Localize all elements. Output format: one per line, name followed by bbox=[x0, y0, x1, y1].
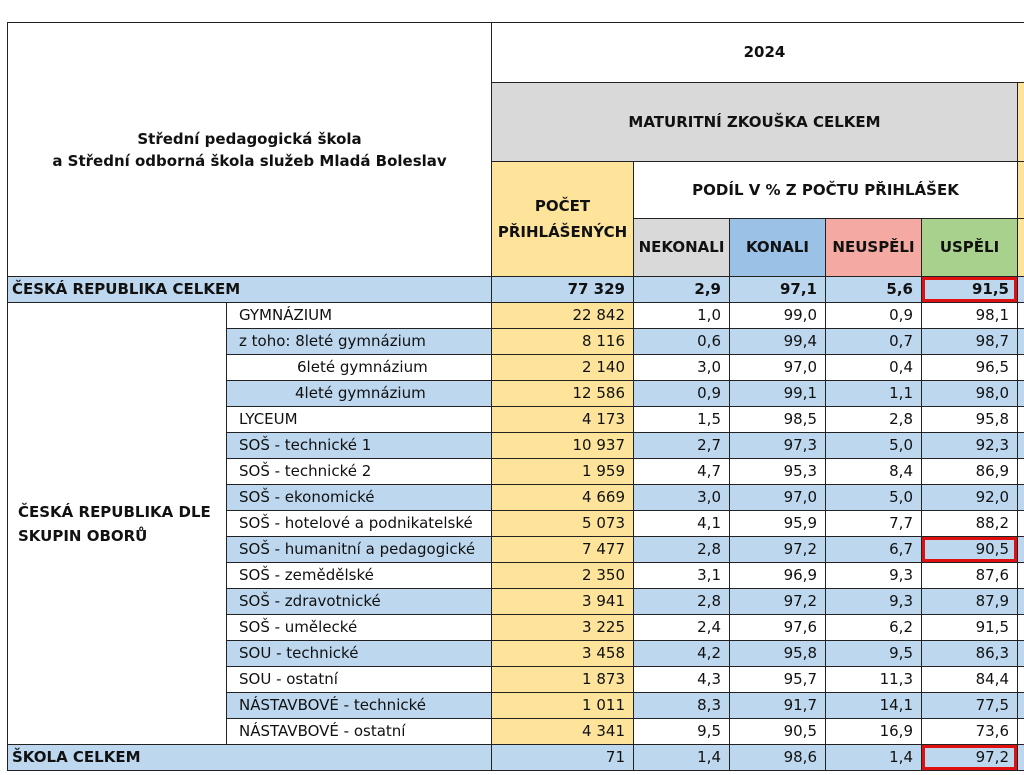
row-neuspeli: 6,2 bbox=[826, 615, 922, 641]
col-uspeli: USPĚLI bbox=[922, 219, 1018, 277]
row-konali: 97,0 bbox=[730, 485, 826, 511]
results-sheet bbox=[7, 22, 1024, 775]
row-count: 12 586 bbox=[492, 381, 634, 407]
edge-cell bbox=[1018, 329, 1024, 355]
row-nekonali: 4,7 bbox=[634, 459, 730, 485]
row-uspeli: 98,0 bbox=[922, 381, 1018, 407]
row-count: 3 458 bbox=[492, 641, 634, 667]
row-nekonali: 0,6 bbox=[634, 329, 730, 355]
national-total-row bbox=[8, 277, 1024, 303]
row-count: 8 116 bbox=[492, 329, 634, 355]
row-neuspeli: 5,0 bbox=[826, 433, 922, 459]
school-title bbox=[8, 23, 492, 277]
row-nekonali: 1,5 bbox=[634, 407, 730, 433]
row-count: 4 341 bbox=[492, 719, 634, 745]
row-nekonali: 3,1 bbox=[634, 563, 730, 589]
row-nekonali: 2,7 bbox=[634, 433, 730, 459]
national-total-count: 77 329 bbox=[492, 277, 634, 303]
row-neuspeli: 0,9 bbox=[826, 303, 922, 329]
row-konali: 98,5 bbox=[730, 407, 826, 433]
edge-cell bbox=[1018, 589, 1024, 615]
row-nekonali: 0,9 bbox=[634, 381, 730, 407]
row-uspeli: 91,5 bbox=[922, 615, 1018, 641]
row-neuspeli: 0,7 bbox=[826, 329, 922, 355]
national-total-nekonali: 2,9 bbox=[634, 277, 730, 303]
group-label: ČESKÁ REPUBLIKA DLE SKUPIN OBORŮ bbox=[8, 303, 227, 745]
row-uspeli: 87,6 bbox=[922, 563, 1018, 589]
edge-cell bbox=[1018, 615, 1024, 641]
row-uspeli: 87,9 bbox=[922, 589, 1018, 615]
row-label: NÁSTAVBOVÉ - ostatní bbox=[227, 719, 492, 745]
school-total-uspeli: 97,2 bbox=[922, 745, 1018, 771]
edge-cell bbox=[1018, 162, 1024, 219]
row-count: 1 959 bbox=[492, 459, 634, 485]
edge-cell bbox=[1018, 641, 1024, 667]
row-label: SOŠ - technické 1 bbox=[227, 433, 492, 459]
row-count: 5 073 bbox=[492, 511, 634, 537]
row-count: 3 941 bbox=[492, 589, 634, 615]
row-uspeli: 86,9 bbox=[922, 459, 1018, 485]
row-label: z toho: 8leté gymnázium bbox=[227, 329, 492, 355]
row-konali: 95,8 bbox=[730, 641, 826, 667]
row-label: SOŠ - ekonomické bbox=[227, 485, 492, 511]
edge-cell bbox=[1018, 277, 1024, 303]
row-uspeli: 90,5 bbox=[922, 537, 1018, 563]
school-total-nekonali: 1,4 bbox=[634, 745, 730, 771]
school-total-row bbox=[8, 745, 1024, 771]
row-neuspeli: 1,1 bbox=[826, 381, 922, 407]
row-neuspeli: 2,8 bbox=[826, 407, 922, 433]
row-neuspeli: 9,3 bbox=[826, 589, 922, 615]
school-name-line2: a Střední odborná škola služeb Mladá Boleslav bbox=[52, 151, 447, 170]
row-uspeli: 86,3 bbox=[922, 641, 1018, 667]
row-count: 2 350 bbox=[492, 563, 634, 589]
row-nekonali: 4,1 bbox=[634, 511, 730, 537]
edge-cell bbox=[1018, 459, 1024, 485]
bottom-spacer bbox=[8, 771, 1024, 775]
row-konali: 97,2 bbox=[730, 537, 826, 563]
row-uspeli: 84,4 bbox=[922, 667, 1018, 693]
school-name-line1: Střední pedagogická škola bbox=[137, 129, 362, 148]
row-konali: 96,9 bbox=[730, 563, 826, 589]
row-konali: 97,2 bbox=[730, 589, 826, 615]
table-row bbox=[8, 303, 1024, 329]
row-count: 7 477 bbox=[492, 537, 634, 563]
row-konali: 97,6 bbox=[730, 615, 826, 641]
count-header bbox=[492, 162, 634, 277]
row-uspeli: 96,5 bbox=[922, 355, 1018, 381]
row-neuspeli: 9,3 bbox=[826, 563, 922, 589]
row-label: SOŠ - zdravotnické bbox=[227, 589, 492, 615]
row-count: 1 873 bbox=[492, 667, 634, 693]
row-neuspeli: 7,7 bbox=[826, 511, 922, 537]
row-konali: 95,9 bbox=[730, 511, 826, 537]
row-konali: 95,7 bbox=[730, 667, 826, 693]
row-label: SOŠ - humanitní a pedagogické bbox=[227, 537, 492, 563]
row-neuspeli: 8,4 bbox=[826, 459, 922, 485]
row-count: 4 173 bbox=[492, 407, 634, 433]
row-konali: 99,0 bbox=[730, 303, 826, 329]
row-label: SOŠ - umělecké bbox=[227, 615, 492, 641]
exam-results-table bbox=[7, 22, 1024, 775]
row-neuspeli: 9,5 bbox=[826, 641, 922, 667]
row-nekonali: 2,8 bbox=[634, 589, 730, 615]
row-nekonali: 3,0 bbox=[634, 355, 730, 381]
row-label: SOU - technické bbox=[227, 641, 492, 667]
year-header: 2024 bbox=[492, 23, 1024, 83]
row-label: 4leté gymnázium bbox=[227, 381, 492, 407]
row-konali: 99,1 bbox=[730, 381, 826, 407]
row-label: GYMNÁZIUM bbox=[227, 303, 492, 329]
row-label: 6leté gymnázium bbox=[227, 355, 492, 381]
national-total-uspeli: 91,5 bbox=[922, 277, 1018, 303]
row-count: 1 011 bbox=[492, 693, 634, 719]
edge-cell bbox=[1018, 667, 1024, 693]
row-count: 2 140 bbox=[492, 355, 634, 381]
row-nekonali: 2,4 bbox=[634, 615, 730, 641]
edge-cell bbox=[1018, 303, 1024, 329]
row-count: 10 937 bbox=[492, 433, 634, 459]
row-neuspeli: 6,7 bbox=[826, 537, 922, 563]
row-nekonali: 4,2 bbox=[634, 641, 730, 667]
edge-cell bbox=[1018, 433, 1024, 459]
row-konali: 90,5 bbox=[730, 719, 826, 745]
row-uspeli: 92,0 bbox=[922, 485, 1018, 511]
row-neuspeli: 16,9 bbox=[826, 719, 922, 745]
edge-cell bbox=[1018, 381, 1024, 407]
row-nekonali: 1,0 bbox=[634, 303, 730, 329]
count-header-line2: PŘIHLÁŠENÝCH bbox=[497, 223, 628, 241]
row-neuspeli: 5,0 bbox=[826, 485, 922, 511]
edge-cell bbox=[1018, 83, 1024, 162]
national-total-konali: 97,1 bbox=[730, 277, 826, 303]
row-uspeli: 92,3 bbox=[922, 433, 1018, 459]
row-nekonali: 9,5 bbox=[634, 719, 730, 745]
school-total-neuspeli: 1,4 bbox=[826, 745, 922, 771]
school-total-konali: 98,6 bbox=[730, 745, 826, 771]
row-nekonali: 2,8 bbox=[634, 537, 730, 563]
row-label: LYCEUM bbox=[227, 407, 492, 433]
row-uspeli: 77,5 bbox=[922, 693, 1018, 719]
edge-cell bbox=[1018, 511, 1024, 537]
row-konali: 91,7 bbox=[730, 693, 826, 719]
col-neuspeli: NEUSPĚLI bbox=[826, 219, 922, 277]
row-count: 4 669 bbox=[492, 485, 634, 511]
edge-cell bbox=[1018, 485, 1024, 511]
row-uspeli: 73,6 bbox=[922, 719, 1018, 745]
row-count: 22 842 bbox=[492, 303, 634, 329]
row-konali: 97,3 bbox=[730, 433, 826, 459]
row-neuspeli: 0,4 bbox=[826, 355, 922, 381]
edge-cell bbox=[1018, 563, 1024, 589]
edge-cell bbox=[1018, 719, 1024, 745]
edge-cell bbox=[1018, 745, 1024, 771]
share-header: PODÍL V % Z POČTU PŘIHLÁŠEK bbox=[634, 162, 1018, 219]
row-neuspeli: 14,1 bbox=[826, 693, 922, 719]
edge-cell bbox=[1018, 355, 1024, 381]
row-label: NÁSTAVBOVÉ - technické bbox=[227, 693, 492, 719]
school-total-label: ŠKOLA CELKEM bbox=[8, 745, 492, 771]
row-uspeli: 88,2 bbox=[922, 511, 1018, 537]
row-nekonali: 8,3 bbox=[634, 693, 730, 719]
edge-cell bbox=[1018, 537, 1024, 563]
national-total-label: ČESKÁ REPUBLIKA CELKEM bbox=[8, 277, 492, 303]
row-label: SOU - ostatní bbox=[227, 667, 492, 693]
row-konali: 99,4 bbox=[730, 329, 826, 355]
row-uspeli: 95,8 bbox=[922, 407, 1018, 433]
row-label: SOŠ - technické 2 bbox=[227, 459, 492, 485]
exam-title: MATURITNÍ ZKOUŠKA CELKEM bbox=[492, 83, 1018, 162]
row-konali: 97,0 bbox=[730, 355, 826, 381]
school-total-count: 71 bbox=[492, 745, 634, 771]
row-konali: 95,3 bbox=[730, 459, 826, 485]
row-label: SOŠ - zemědělské bbox=[227, 563, 492, 589]
edge-cell bbox=[1018, 407, 1024, 433]
row-neuspeli: 11,3 bbox=[826, 667, 922, 693]
count-header-line1: POČET bbox=[534, 197, 591, 215]
row-nekonali: 3,0 bbox=[634, 485, 730, 511]
national-total-neuspeli: 5,6 bbox=[826, 277, 922, 303]
row-nekonali: 4,3 bbox=[634, 667, 730, 693]
row-count: 3 225 bbox=[492, 615, 634, 641]
edge-cell bbox=[1018, 219, 1024, 277]
edge-cell bbox=[1018, 693, 1024, 719]
col-nekonali: NEKONALI bbox=[634, 219, 730, 277]
row-label: SOŠ - hotelové a podnikatelské bbox=[227, 511, 492, 537]
col-konali: KONALI bbox=[730, 219, 826, 277]
row-uspeli: 98,1 bbox=[922, 303, 1018, 329]
row-uspeli: 98,7 bbox=[922, 329, 1018, 355]
